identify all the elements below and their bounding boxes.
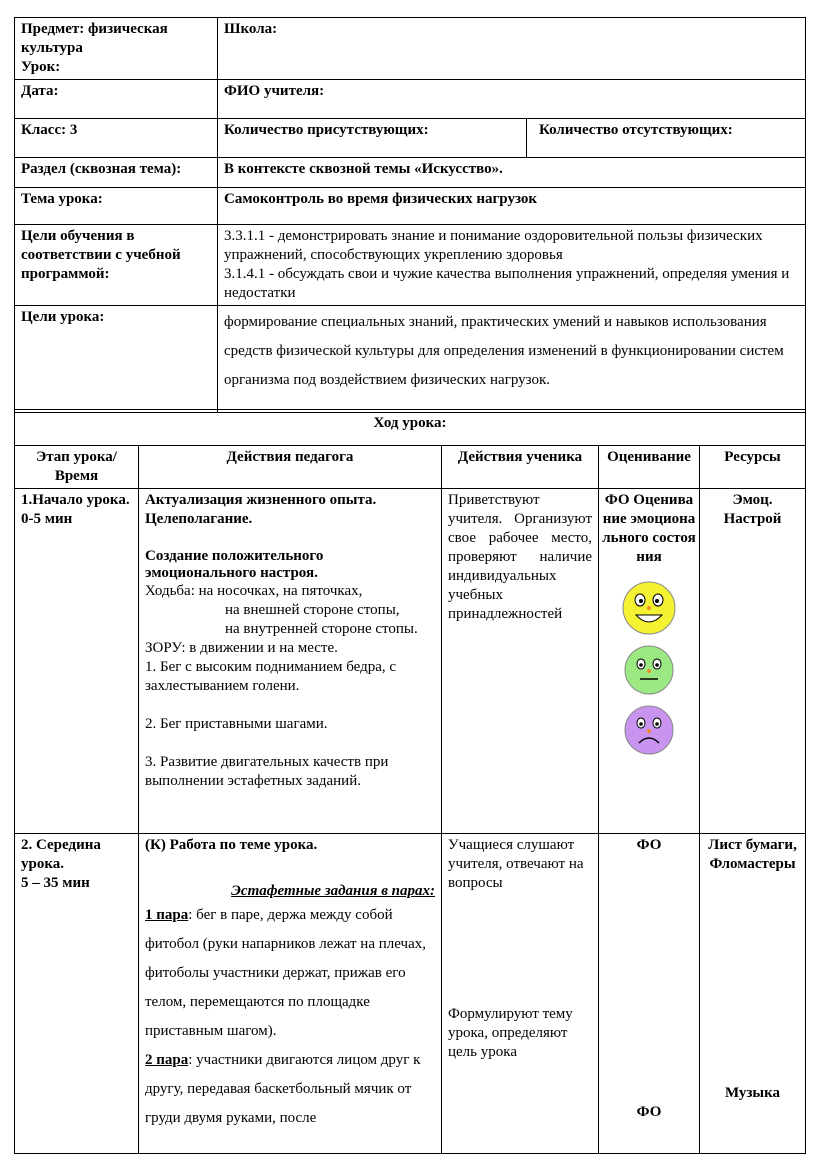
subject-cell <box>15 18 218 80</box>
row2-assess1: ФО <box>636 837 662 853</box>
subject-label: Предмет: физическая культура <box>21 21 168 56</box>
col-header-stage: Этап урока/ Время <box>15 446 139 489</box>
row1-student: Приветствуют учителя. Организуют свое рабочее место, проверяют наличие индивидуальных учебных принадлежностей <box>442 489 599 834</box>
row1-stage-cell <box>15 489 139 834</box>
topic-label: Тема урока: <box>15 188 218 225</box>
row1-assessment-cell <box>599 489 700 834</box>
row2-student1: Учащиеся слушают учителя, отвечают на вопросы <box>448 837 584 891</box>
sad-smiley-icon <box>622 703 676 757</box>
pair1-label: 1 пара <box>145 907 189 923</box>
row2-student-cell <box>442 834 599 1154</box>
goals-program-1: 3.3.1.1 - демонстрировать знание и понимание оздоровительной пользы физических упражнений, способствующих укреплению здоровья <box>224 228 763 263</box>
row1-teacher-cell <box>139 489 442 834</box>
row1-stage: 1.Начало урока. <box>21 492 130 508</box>
pair2-text: : участники двигаются лицом друг к другу, передавая баскетбольный мячик от груди двумя руками, после <box>145 1052 421 1126</box>
col-header-resources: Ресурсы <box>700 446 806 489</box>
goals-program-2: 3.1.4.1 - обсуждать свои и чужие качества выполнения упражнений, определяя умения и недостатки <box>224 266 790 301</box>
row2-teacher-cell <box>139 834 442 1154</box>
present-label: Количество присутствующих: <box>218 119 527 158</box>
goals-program-cell <box>218 225 806 306</box>
pair2-label: 2 пара <box>145 1052 189 1068</box>
goals-label: Цели урока: <box>15 306 218 413</box>
school-label: Школа: <box>218 18 806 80</box>
topic-value: Самоконтроль во время физических нагрузок <box>218 188 806 225</box>
row2-teacher-title: (К) Работа по теме урока. <box>145 837 318 853</box>
row1-item1: 1. Бег с высоким подниманием бедра, с захлестыванием голени. <box>145 659 397 694</box>
col-header-assessment: Оценивание <box>599 446 700 489</box>
lesson-header-table <box>14 17 806 413</box>
row1-walk1: Ходьба: на носочках, на пяточках, <box>145 583 363 599</box>
pair1-text: : бег в паре, держа между собой фитобол (руки напарников лежат на плечах, фитоболы участники держат, прижав его телом, перемещаются по площадке приставным шагом). <box>145 907 426 1039</box>
lesson-course-table <box>14 409 806 1154</box>
goals-value: формирование специальных знаний, практических умений и навыков использования средств физической культуры для определения изменений в функционировании систем организма под воздействием физических нагрузок. <box>218 306 806 413</box>
row2-student2: Формулируют тему урока, определяют цель урока <box>448 1006 573 1060</box>
row2-relay-title: Эстафетные задания в парах: <box>231 883 435 899</box>
row2-assess2: ФО <box>636 1104 662 1120</box>
row2-assessment-cell <box>599 834 700 1154</box>
goals-program-label: Цели обучения в соответствии с учебной программой: <box>15 225 218 306</box>
row1-walk3: на внутренней стороне стопы. <box>225 621 418 637</box>
course-title: Ход урока: <box>15 410 806 446</box>
col-header-student: Действия ученика <box>442 446 599 489</box>
row1-item3: 3. Развитие двигательных качеств при выполнении эстафетных заданий. <box>145 754 389 789</box>
row2-resource-cell <box>700 834 806 1154</box>
section-value: В контексте сквозной темы «Искусство». <box>218 158 806 188</box>
row2-resource1: Лист бумаги, Фломастеры <box>708 837 797 872</box>
lesson-label: Урок: <box>21 59 61 75</box>
row1-zoru: ЗОРУ: в движении и на месте. <box>145 640 338 656</box>
row1-item2: 2. Бег приставными шагами. <box>145 716 328 732</box>
absent-label: Количество отсутствующих: <box>527 119 806 158</box>
section-label: Раздел (сквозная тема): <box>15 158 218 188</box>
class-label: Класс: 3 <box>15 119 218 158</box>
row2-stage-cell <box>15 834 139 1154</box>
row1-assess: ФО Оценивание эмоционального состояния <box>602 492 696 565</box>
happy-smiley-icon <box>620 579 678 637</box>
col-header-teacher: Действия педагога <box>139 446 442 489</box>
row2-pair2 <box>145 1046 435 1133</box>
row1-walk2: на внешней стороне стопы, <box>225 602 400 618</box>
row1-resource: Эмоц. Настрой <box>700 489 806 834</box>
row2-resource2: Музыка <box>724 1085 781 1101</box>
neutral-smiley-icon <box>622 643 676 697</box>
row1-time: 0-5 мин <box>21 511 73 527</box>
row1-teacher-title2: Создание положительного эмоционального настроя. <box>145 548 324 581</box>
row1-teacher-title1: Актуализация жизненного опыта. Целеполагание. <box>145 492 377 527</box>
row2-time: 5 – 35 мин <box>21 875 90 891</box>
teacher-label: ФИО учителя: <box>218 80 806 119</box>
row2-stage: 2. Середина урока. <box>21 837 101 872</box>
row2-pair1 <box>145 901 435 1046</box>
date-label: Дата: <box>15 80 218 119</box>
